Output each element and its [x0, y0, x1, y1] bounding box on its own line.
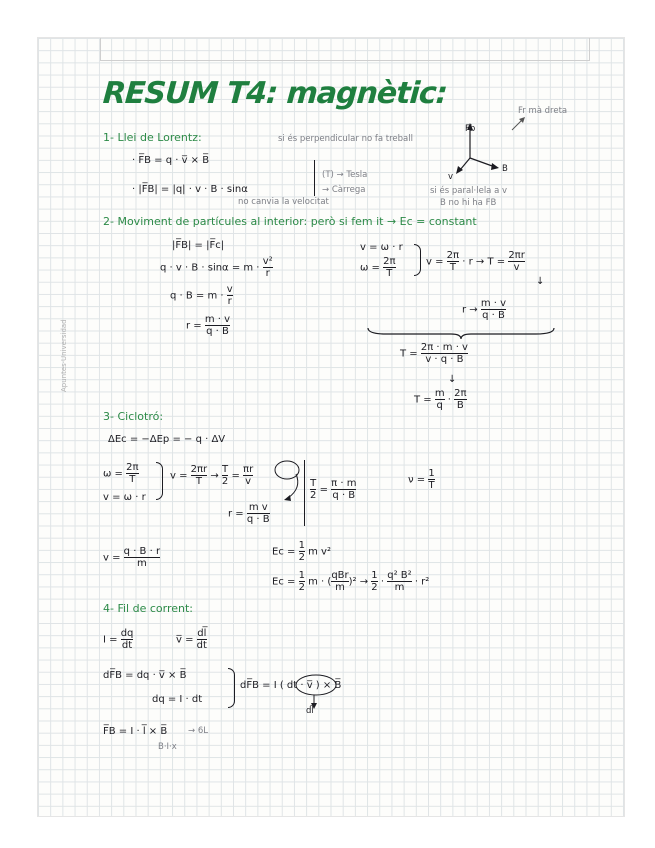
axes-sketch [440, 110, 580, 190]
right-hand-note: Fr mà dreta [518, 106, 568, 116]
tesla-unit: (T) → Tesla [322, 170, 368, 180]
lorentz-equation: · F̅B = q · v̅ × B̅ [132, 155, 210, 166]
dq-eq: dq = I · dt [152, 694, 203, 705]
arrow-down-2: ↓ [448, 374, 457, 385]
curly-brace [366, 326, 556, 340]
page-header-strip [100, 38, 590, 61]
perpendicular-note: si és perpendicular no fa treball [278, 134, 413, 144]
period-full-eq: T = $\frac{2\pi \cdot m \cdot v}{v \cdot q \cdot B}$ [400, 342, 468, 365]
dfb-eq: dF̅B = dq · v̅ × B̅ [103, 670, 187, 681]
centripetal-eq: q · v · B · sinα = m · $\frac{\text{v²}}{r}$ [160, 256, 273, 279]
radius-eq-2: r → $\frac{m \cdot v}{q \cdot B}$ [462, 298, 507, 321]
wire-force-eq: F̅B = I · l̅ × B̅ [103, 726, 168, 737]
half-period-eq: $\frac{T}{2}$ = $\frac{\pi \cdot m}{q \cdot B}$ [310, 478, 357, 501]
velocity-dl-eq: v̅ = $\frac{dl̅}{dt}$ [176, 628, 207, 651]
velocity-eq: v = $\frac{q \cdot B \cdot r}{m}$ [103, 546, 161, 569]
wire-force-note: → 6L [188, 726, 208, 736]
axis-fb-label: Fb [465, 124, 476, 134]
no-fb-note: B no hi ha FB [440, 198, 497, 208]
wire-force-note-2: B·I·x [158, 742, 177, 752]
period-simplified: T = $\frac{m}{q}$ · $\frac{2\pi}{B}$ [414, 388, 467, 411]
circle-annotation [270, 458, 304, 504]
margin-watermark: Apuntes·Universidad [60, 319, 68, 392]
axis-b-label: B [502, 164, 508, 174]
qb-eq: q · B = m · $\frac{v}{r}$ [170, 284, 233, 307]
circle-annotation-2 [292, 672, 342, 716]
dl-annotation: dl̅ [306, 706, 314, 716]
cyclotron-v2: v = $\frac{2\pi r}{T}$ → $\frac{T}{2}$ = $\frac{\pi r}{v}$ [170, 464, 254, 487]
kinetic-energy-expanded: Ec = $\frac{1}{2}$ m · ( $\frac{\text{qBr}}{m}$ )² → $\frac{1}{2}$ · $\frac{\text{q² B²}}{m}$ · r² [272, 570, 430, 593]
omega-eq: ω = $\frac{2\pi}{T}$ [360, 256, 396, 279]
v-omega-r: v = ω · r [360, 242, 403, 253]
energy-eq: ΔEc = −ΔEp = − q · ΔV [108, 434, 226, 445]
force-equality: |F̅B| = |F̅c| [172, 240, 225, 251]
cyclotron-radius: r = $\frac{\text{m v}}{q \cdot B}$ [228, 502, 270, 525]
radius-eq: r = $\frac{m \cdot v}{q \cdot B}$ [186, 314, 231, 337]
page-title: RESUM T4: magnètic: [101, 76, 448, 111]
no-velocity-change-note: no canvia la velocitat [238, 197, 329, 207]
section-1-heading: 1- Llei de Lorentz: [103, 131, 202, 144]
cyclotron-omega: ω = $\frac{2\pi}{T}$ [103, 462, 139, 485]
period-eq: v = $\frac{2\pi}{T}$ · r → T = $\frac{2\pi r}{v}$ [426, 250, 525, 273]
section-2-heading: 2- Moviment de partícules al interior: però si fem it → Ec = constant [103, 215, 477, 228]
kinetic-energy-eq: Ec = $\frac{1}{2}$ m v² [272, 540, 331, 563]
lorentz-magnitude: · |F̅B| = |q| · v · B · sinα [132, 184, 248, 195]
cyclotron-v: v = ω · r [103, 492, 146, 503]
section-3-heading: 3- Ciclotró: [103, 410, 164, 423]
axis-v-label: v [448, 172, 454, 182]
frequency-eq: ν = $\frac{1}{T}$ [408, 468, 435, 491]
charge-unit: → Càrrega [322, 185, 366, 195]
dfb-wire-eq: dF̅B = I ( dt · v̅ ) × B̅ [240, 680, 342, 691]
current-eq: I = $\frac{dq}{dt}$ [103, 628, 134, 651]
parallel-note: si és paral·lela a v [430, 186, 508, 196]
arrow-down-1: ↓ [536, 276, 545, 287]
section-4-heading: 4- Fil de corrent: [103, 602, 193, 615]
